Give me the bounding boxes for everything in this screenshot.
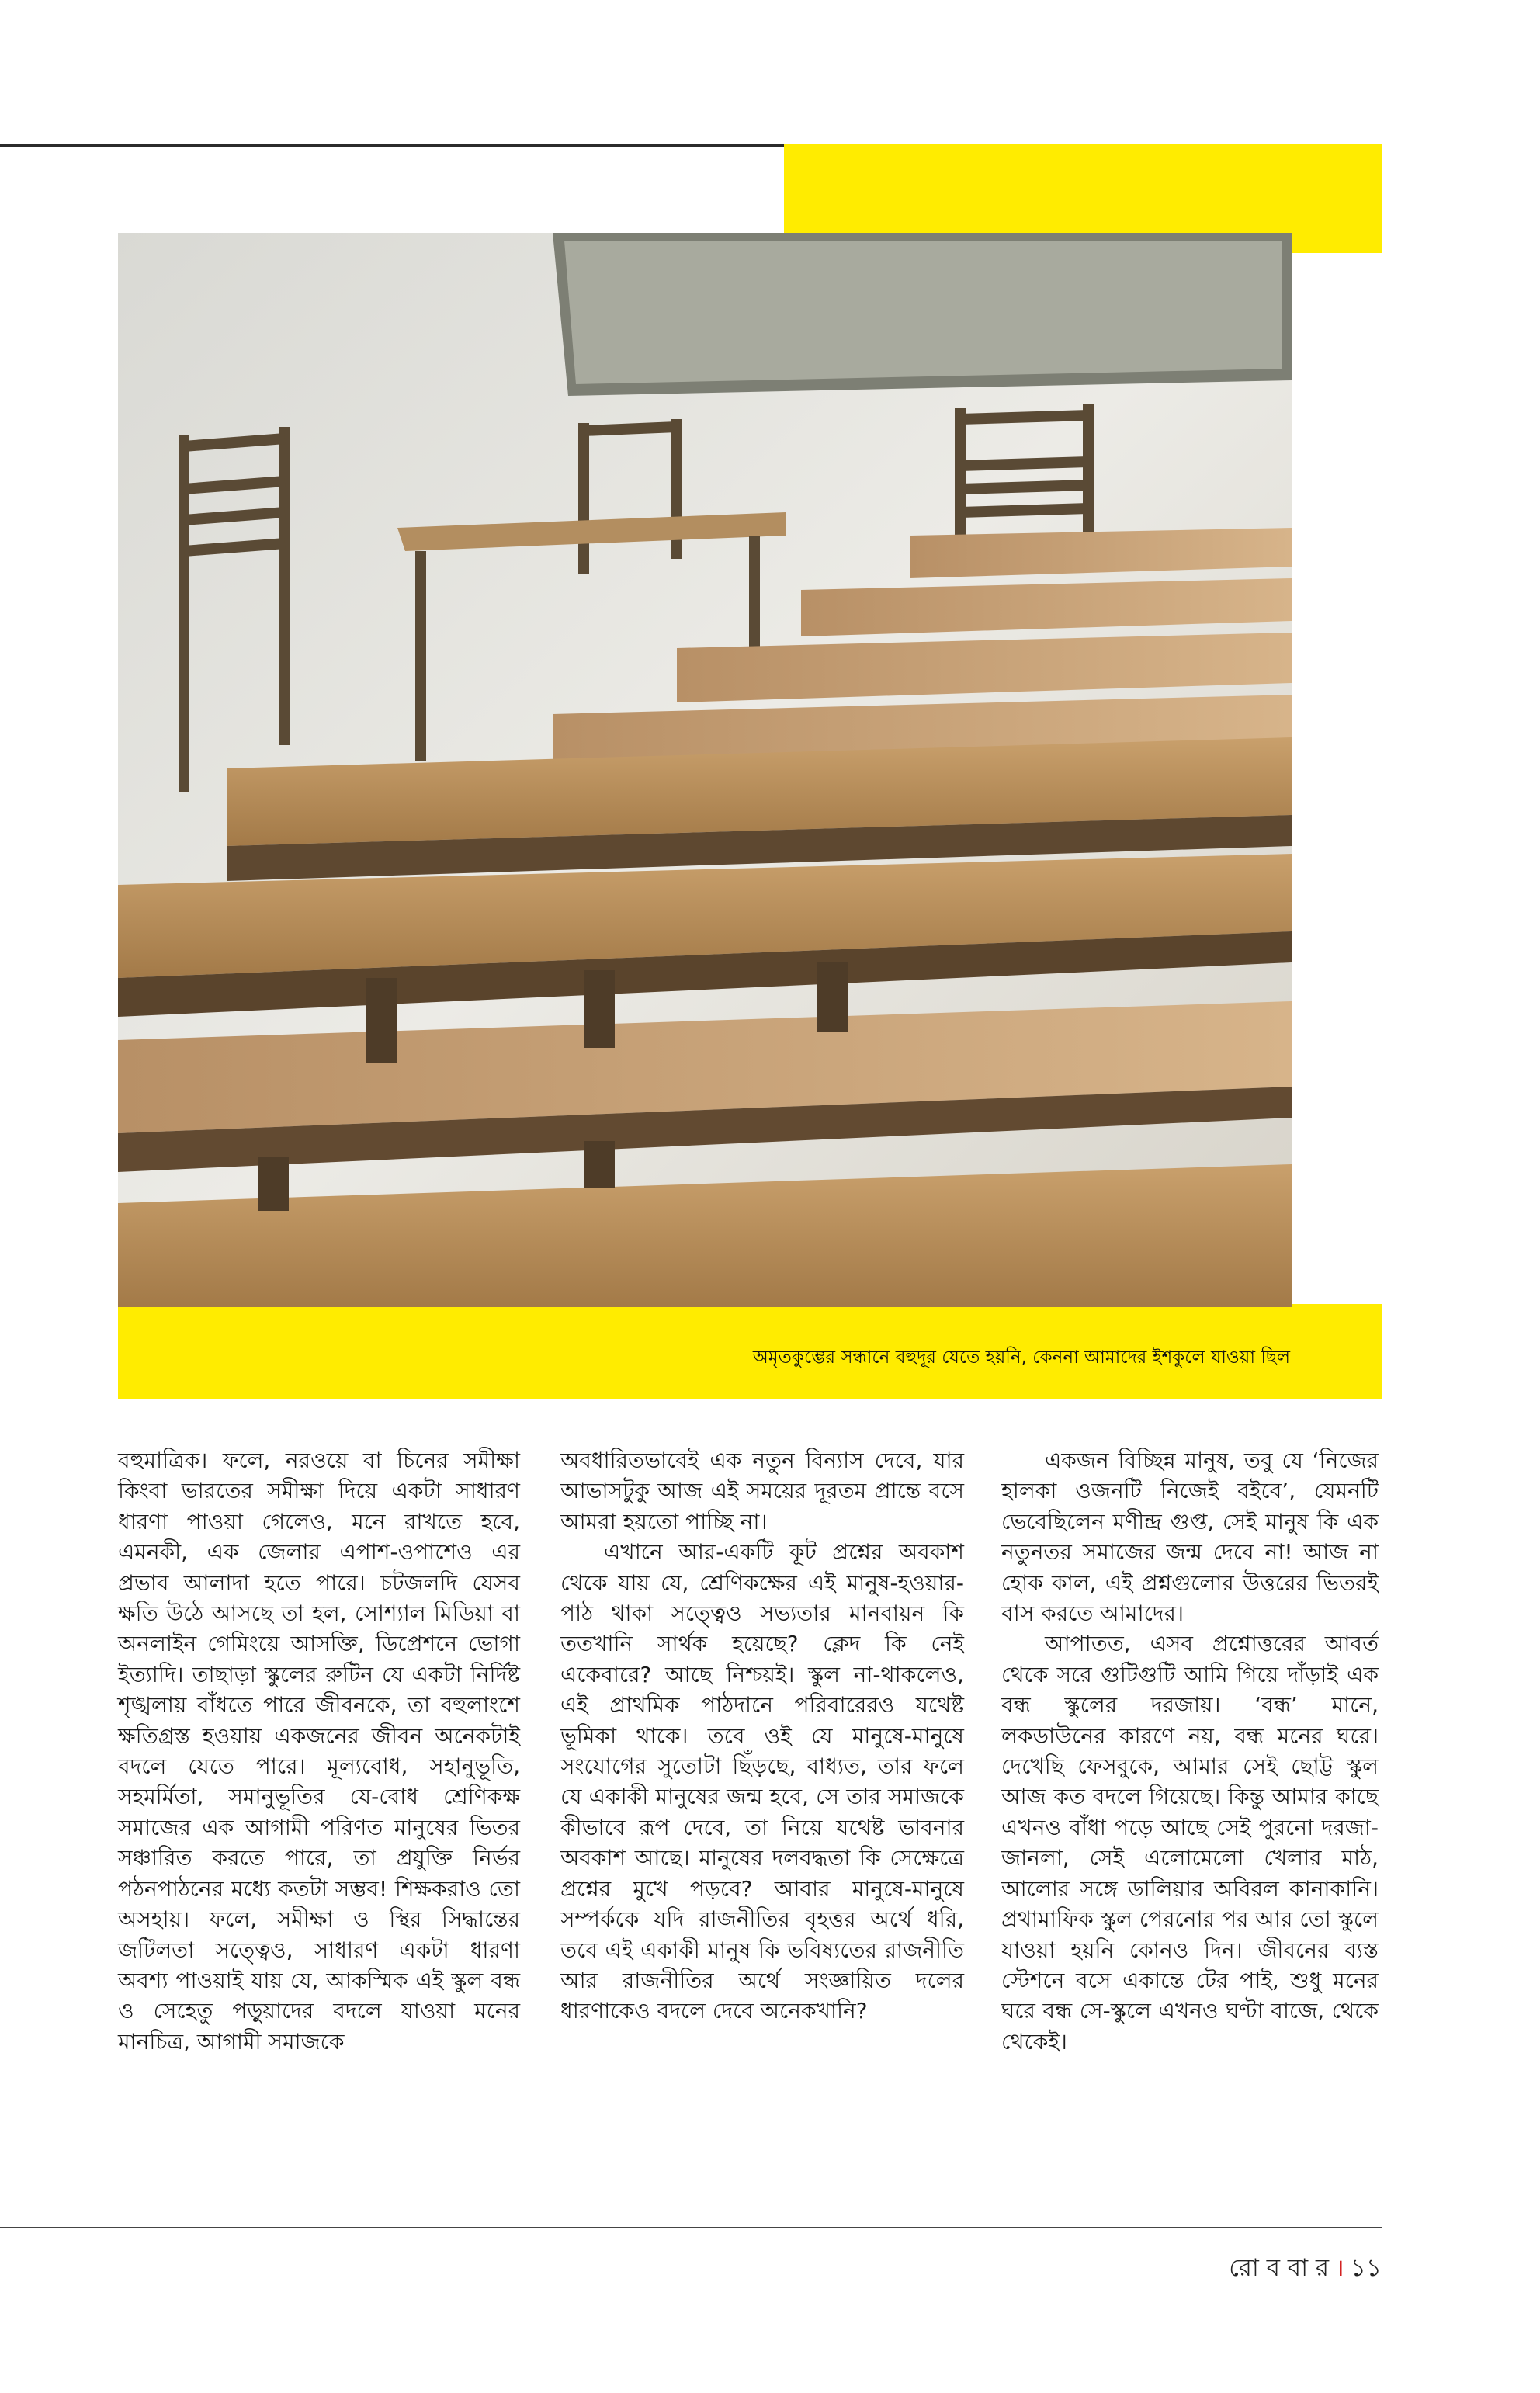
paragraph: আপাতত, এসব প্রশ্নোত্তরের আবর্ত থেকে সরে গুটিগুটি আমি গিয়ে দাঁড়াই এক বন্ধ স্কুলের দরজায়। ‘বন্ধ’ মানে, লকডাউনের কারণে নয়, বন্ধ মনের ঘরে। দেখেছি ফেসবুকে, আমার সেই ছোট্ট স্কুল আজ কত বদলে গিয়েছে। কিন্তু আমার কাছে এখনও বাঁধা পড়ে আছে সেই পুরনো দরজা-জানলা, সেই এলোমেলো খেলার মাঠ, আলোর সঙ্গে ডালিয়ার অবিরল কানাকানি। প্রথামাফিক স্কুল পেরনোর পর আর তো স্কুলে যাওয়া হয়নি কোনও দিন। জীবনের ব্যস্ত স্টেশনে বসে একান্তে টের পাই, শুধু মনের ঘরে বন্ধ সে-স্কুলে এখনও ঘণ্টা বাজে, থেকে থেকেই। <box>1001 1631 1379 2055</box>
paragraph: বহুমাত্রিক। ফলে, নরওয়ে বা চিনের সমীক্ষা কিংবা ভারতের সমীক্ষা দিয়ে একটা সাধারণ ধারণা পাওয়া গেলেও, মনে রাখতে হবে, এমনকী, এক জেলার এপাশ-ওপাশেও এর প্রভাব আলাদা হতে পারে। চটজলদি যেসব ক্ষতি উঠে আসছে তা হল, সোশ্যাল মিডিয়া বা অনলাইন গেমিংয়ে আসক্তি, ডিপ্রেশনে ভোগা ইত্যাদি। তাছাড়া স্কুলের রুটিন যে একটা নির্দিষ্ট শৃঙ্খলায় বাঁধতে পারে জীবনকে, তা বহুলাংশে ক্ষতিগ্রস্ত হওয়ায় একজনের জীবন অনেকটাই বদলে যেতে পারে। মূল্যবোধ, সহানুভূতি, সহমর্মিতা, সমানুভূতির যে-বোধ শ্রেণিকক্ষ সমাজের এক আগামী পরিণত মানুষের ভিতর সঞ্চারিত করতে পারে, তা প্রযুক্তি নির্ভর পঠনপাঠনের মধ্যে কতটা সম্ভব! শিক্ষকরাও তো অসহায়। ফলে, সমীক্ষা ও স্থির সিদ্ধান্তের জটিলতা সত্ত্বেও, সাধারণ একটা ধারণা অবশ্য পাওয়াই যায় যে, আকস্মিক এই স্কুল বন্ধ ও সেহেতু পড়ুয়াদের বদলে যাওয়া মনের মানচিত্র, আগামী সমাজকে <box>118 1448 520 2055</box>
footer-rule <box>0 2227 1382 2228</box>
magazine-name: রো ব বা র <box>1229 2254 1330 2282</box>
article-column-1 <box>118 1445 520 2057</box>
classroom-photo <box>118 233 1292 1307</box>
page-number: ১১ <box>1350 2254 1382 2282</box>
footer-separator: । <box>1335 2254 1344 2282</box>
paragraph: এখানে আর-একটি কূট প্রশ্নের অবকাশ থেকে যায় যে, শ্রেণিকক্ষের এই মানুষ-হওয়ার-পাঠ থাকা সত্ত্বেও সভ্যতার মানবায়ন কি ততখানি সার্থক হয়েছে? ক্লেদ কি নেই একেবারে? আছে নিশ্চয়ই। স্কুল না-থাকলেও, এই প্রাথমিক পাঠদানে পরিবারেরও যথেষ্ট ভূমিকা থাকে। তবে ওই যে মানুষে-মানুষে সংযোগের সুতোটা ছিঁড়ছে, বাধ্যত, তার ফলে যে একাকী মানুষের জন্ম হবে, সে তার সমাজকে কীভাবে রূপ দেবে, তা নিয়ে যথেষ্ট ভাবনার অবকাশ আছে। মানুষের দলবদ্ধতা কি সেক্ষেত্রে প্রশ্নের মুখে পড়বে? আবার মানুষে-মানুষে সম্পর্ককে যদি রাজনীতির বৃহত্তর অর্থে ধরি, তবে এই একাকী মানুষ কি ভবিষ্যতের রাজনীতি আর রাজনীতির অর্থে সংজ্ঞায়িত দলের ধারণাকেও বদলে দেবে অনেকখানি? <box>560 1539 964 2024</box>
article-column-2 <box>560 1445 964 2027</box>
classroom-illustration <box>118 233 1292 1307</box>
article-column-3 <box>1001 1445 1379 2057</box>
photo-caption: অমৃতকুম্ভের সন্ধানে বহুদূর যেতে হয়নি, কেননা আমাদের ইশকুলে যাওয়া ছিল <box>752 1347 1290 1368</box>
paragraph: অবধারিতভাবেই এক নতুন বিন্যাস দেবে, যার আভাসটুকু আজ এই সময়ের দূরতম প্রান্তে বসে আমরা হয়তো পাচ্ছি না। <box>560 1448 964 1535</box>
page-footer <box>1229 2249 1382 2290</box>
paragraph: একজন বিচ্ছিন্ন মানুষ, তবু যে ‘নিজের হালকা ওজনটি নিজেই বইবে’, যেমনটি ভেবেছিলেন মণীন্দ্র গুপ্ত, সেই মানুষ কি এক নতুনতর সমাজের জন্ম দেবে না! আজ না হোক কাল, এই প্রশ্নগুলোর উত্তরের ভিতরই বাস করতে আমাদের। <box>1001 1448 1379 1627</box>
